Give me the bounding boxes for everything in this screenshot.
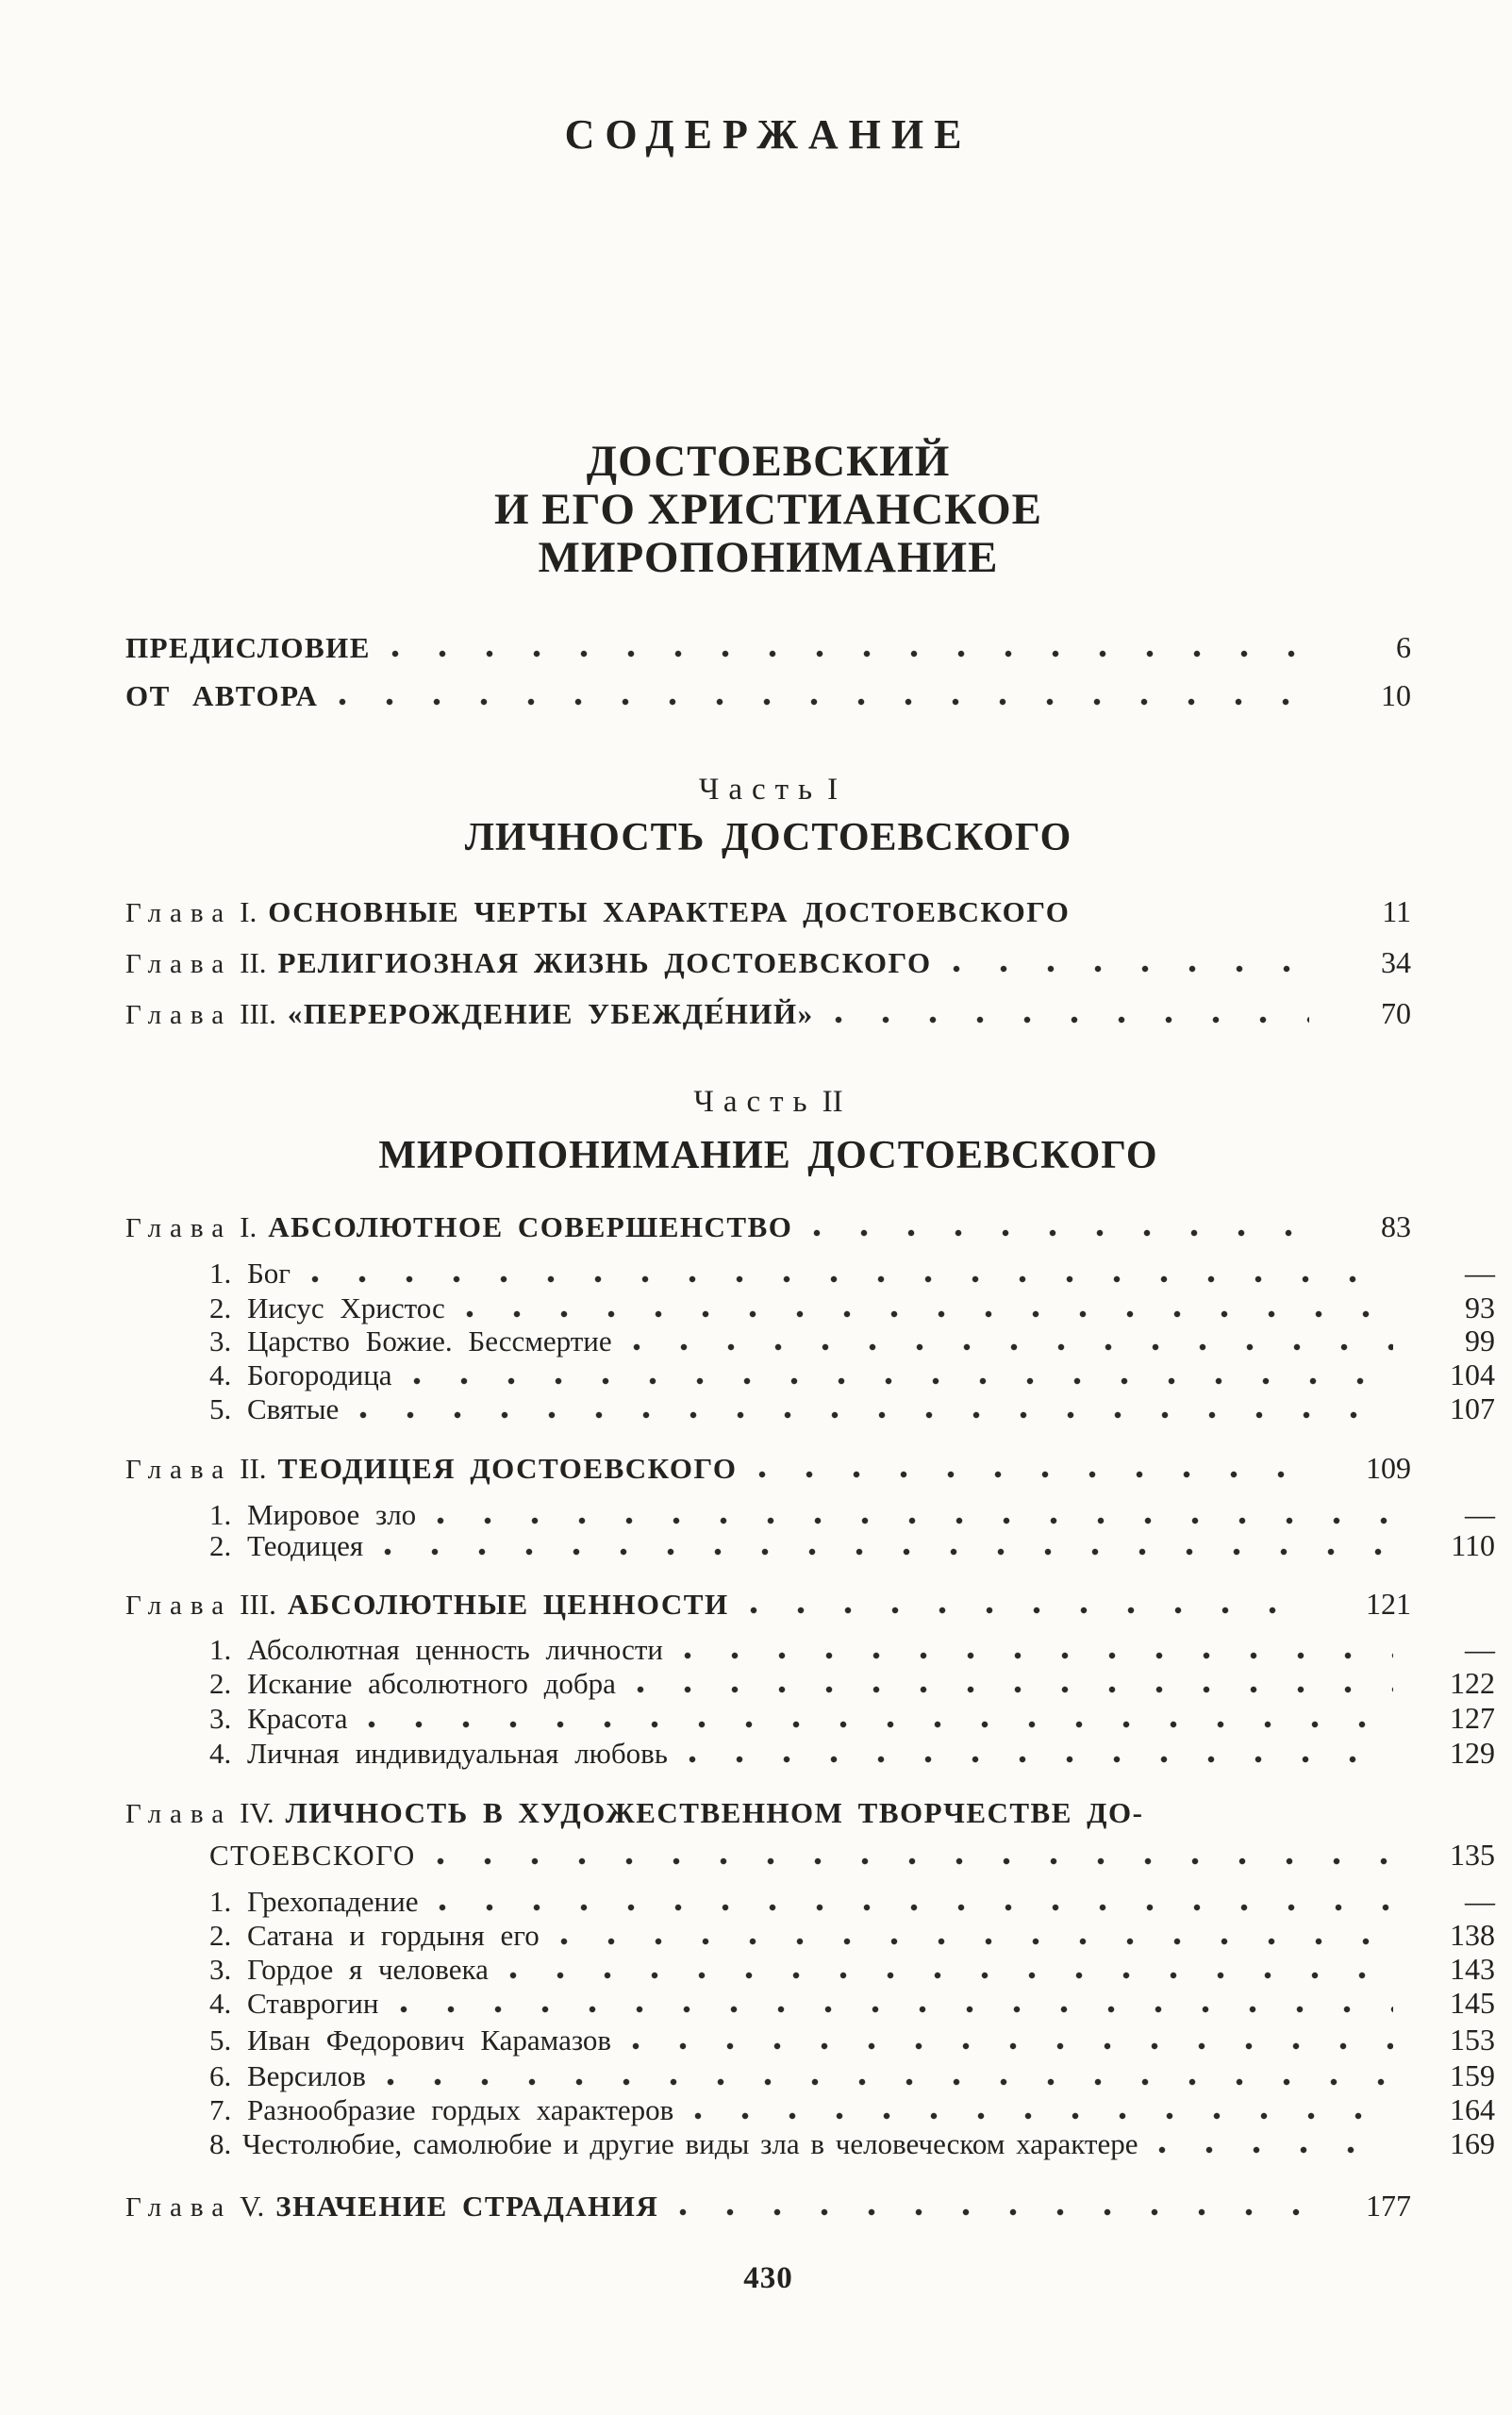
entry-page: — xyxy=(1465,1497,1495,1531)
entry-label: 3. Красота xyxy=(209,1702,348,1735)
part-word: Часть xyxy=(698,773,822,807)
book-title-line-2: И ЕГО ХРИСТИАНСКОЕ xyxy=(493,485,1042,534)
entry-label: 7. Разнообразие гордых характеров xyxy=(209,2093,674,2126)
dot-leader xyxy=(813,1229,1309,1237)
entry-label: 3. Царство Божие. Бессмертие xyxy=(209,1324,612,1357)
chapter-numeral: II. xyxy=(240,946,267,979)
toc-subentry xyxy=(125,1882,1495,1921)
part-number: I xyxy=(827,773,839,807)
entry-page: 121 xyxy=(1366,1587,1411,1621)
entry-label xyxy=(125,944,932,983)
part1-heading xyxy=(125,769,1411,810)
folio-page-number: 430 xyxy=(743,2261,793,2295)
entry-label xyxy=(125,1586,729,1624)
part1-subtitle: ЛИЧНОСТЬ ДОСТОЕВСКОГО xyxy=(464,816,1072,859)
toc-subentry xyxy=(125,1630,1495,1669)
toc-subentry xyxy=(125,1734,1495,1773)
entry-label: 4. Ставрогин xyxy=(209,1987,379,2020)
entry-page: 83 xyxy=(1381,1209,1411,1243)
book-title-line-3: МИРОПОНИМАНИЕ xyxy=(538,533,999,582)
dot-leader xyxy=(835,1016,1309,1024)
chapter-title: ТЕОДИЦЕЯ ДОСТОЕВСКОГО xyxy=(277,1452,738,1485)
book-title xyxy=(125,438,1411,582)
chapter-title: ЛИЧНОСТЬ В ХУДОЖЕСТВЕННОМ ТВОРЧЕСТВЕ ДО- xyxy=(285,1796,1144,1829)
dot-leader xyxy=(439,1904,1393,1911)
chapter-word: Глава xyxy=(125,2192,233,2223)
chapter-title-continuation: СТОЕВСКОГО xyxy=(209,1839,416,1872)
entry-label: 2. Иисус Христос xyxy=(209,1291,445,1324)
entry-page: 135 xyxy=(1450,1838,1495,1872)
dot-leader xyxy=(637,1686,1393,1693)
chapter-numeral: II. xyxy=(240,1452,267,1485)
entry-label: 2. Сатана и гордыня его xyxy=(209,1919,540,1952)
toc-subentry xyxy=(125,1356,1495,1394)
entry-page: 153 xyxy=(1450,2023,1495,2057)
toc-subentry xyxy=(125,2021,1495,2059)
toc-subentry xyxy=(125,1950,1495,1989)
toc-entry-p2-ch4-line2 xyxy=(125,1836,1495,1874)
toc-entry-p2-ch5 xyxy=(125,2187,1411,2226)
dot-leader xyxy=(466,1310,1393,1318)
chapter-numeral: I. xyxy=(240,1210,258,1243)
entry-page: — xyxy=(1465,1632,1495,1666)
chapter-word: Глава xyxy=(125,1213,233,1243)
dot-leader xyxy=(560,1938,1393,1945)
entry-page: 164 xyxy=(1450,2092,1495,2126)
toc-subentry xyxy=(125,2124,1495,2163)
dot-leader xyxy=(339,698,1309,706)
entry-page: 34 xyxy=(1381,945,1411,979)
dot-leader xyxy=(750,1607,1309,1614)
entry-page: — xyxy=(1465,1256,1495,1290)
chapter-word: Глава xyxy=(125,1000,233,1030)
entry-page: 159 xyxy=(1450,2058,1495,2092)
dot-leader xyxy=(679,2208,1309,2216)
chapter-title: АБСОЛЮТНОЕ СОВЕРШЕНСТВО xyxy=(268,1210,793,1243)
entry-label xyxy=(125,1208,792,1247)
dot-leader xyxy=(1158,2146,1393,2154)
chapter-word: Глава xyxy=(125,1455,233,1485)
entry-label: 8. Честолюбие, самолюбие и другие виды зла в человеческом характере xyxy=(209,2127,1138,2160)
entry-page: 93 xyxy=(1465,1291,1495,1324)
dot-leader xyxy=(437,1857,1393,1865)
entry-label xyxy=(125,995,814,1034)
toc-subentry xyxy=(125,1699,1495,1738)
dot-leader xyxy=(413,1377,1393,1385)
chapter-numeral: V. xyxy=(240,2190,265,2223)
toc-entry-p1-ch2 xyxy=(125,943,1411,983)
toc-entry-p2-ch1 xyxy=(125,1208,1411,1247)
chapter-numeral: IV. xyxy=(240,1796,274,1829)
dot-leader xyxy=(758,1471,1309,1478)
toc-subentry xyxy=(125,2090,1495,2129)
dot-leader xyxy=(387,2078,1393,2086)
toc-title: СОДЕРЖАНИЕ xyxy=(564,111,972,158)
dot-leader xyxy=(632,2042,1393,2050)
entry-label: 1. Бог xyxy=(209,1257,291,1290)
entry-page: 6 xyxy=(1396,630,1411,664)
chapter-title: «ПЕРЕРОЖДЕНИЕ УБЕЖДЕ́НИЙ» xyxy=(287,997,814,1030)
toc-entry-from-author xyxy=(125,676,1411,715)
part-number: II xyxy=(822,1085,843,1119)
entry-page: 129 xyxy=(1450,1736,1495,1770)
dot-leader xyxy=(694,2112,1393,2120)
toc-subentry xyxy=(125,1322,1495,1360)
toc-entry-p1-ch3 xyxy=(125,994,1411,1034)
entry-label: 1. Абсолютная ценность личности xyxy=(209,1633,663,1666)
entry-label xyxy=(125,1450,738,1489)
entry-label: 6. Версилов xyxy=(209,2059,366,2092)
entry-page: 145 xyxy=(1450,1986,1495,2020)
toc-subentry xyxy=(125,1916,1495,1955)
chapter-numeral: I. xyxy=(240,895,258,928)
entry-page: 10 xyxy=(1381,678,1411,712)
toc-subentry xyxy=(125,1526,1495,1565)
dot-leader xyxy=(400,2006,1394,2013)
chapter-title: ЗНАЧЕНИЕ СТРАДАНИЯ xyxy=(275,2190,659,2223)
dot-leader xyxy=(953,965,1309,973)
toc-subentry xyxy=(125,1664,1495,1703)
toc-subentry xyxy=(125,2057,1495,2095)
entry-label: 5. Святые xyxy=(209,1392,340,1425)
entry-label: 1. Мировое зло xyxy=(209,1498,417,1531)
toc-entry-p2-ch2 xyxy=(125,1449,1411,1489)
dot-leader xyxy=(437,1517,1393,1524)
entry-page: 104 xyxy=(1450,1357,1495,1391)
chapter-word: Глава xyxy=(125,1799,233,1829)
dot-leader xyxy=(684,1652,1393,1659)
chapter-numeral: III. xyxy=(240,1588,276,1621)
dot-leader xyxy=(391,650,1309,658)
entry-page: 70 xyxy=(1381,996,1411,1030)
part-word: Часть xyxy=(693,1085,817,1119)
toc-entry-preface xyxy=(125,628,1411,667)
dot-leader xyxy=(689,1756,1393,1763)
entry-page: — xyxy=(1465,1884,1495,1918)
entry-page: 127 xyxy=(1450,1701,1495,1735)
chapter-title: АБСОЛЮТНЫЕ ЦЕННОСТИ xyxy=(287,1588,729,1621)
dot-leader xyxy=(633,1343,1393,1351)
part2-subtitle: МИРОПОНИМАНИЕ ДОСТОЕВСКОГО xyxy=(378,1134,1158,1177)
chapter-word: Глава xyxy=(125,898,233,928)
book-title-line-1: ДОСТОЕВСКИЙ xyxy=(586,437,951,486)
chapter-word: Глава xyxy=(125,949,233,979)
entry-label xyxy=(125,1794,1143,1833)
entry-page: 99 xyxy=(1465,1324,1495,1357)
toc-entry-p2-ch3 xyxy=(125,1585,1411,1624)
entry-label: 5. Иван Федорович Карамазов xyxy=(209,2024,612,2057)
entry-label: 2. Теодицея xyxy=(209,1529,364,1562)
dot-leader xyxy=(359,1411,1393,1419)
entry-label: ПРЕДИСЛОВИЕ xyxy=(125,631,371,664)
toc-entry-p2-ch4-line1 xyxy=(125,1794,1411,1833)
entry-page: 11 xyxy=(1382,894,1411,928)
entry-label xyxy=(125,2188,658,2226)
entry-label: 3. Гордое я человека xyxy=(209,1953,489,1986)
entry-label xyxy=(125,893,1070,932)
toc-subentry xyxy=(125,1254,1495,1292)
entry-page: 177 xyxy=(1366,2189,1411,2223)
dot-leader xyxy=(384,1548,1393,1556)
entry-page: 143 xyxy=(1450,1952,1495,1986)
entry-label: 4. Богородица xyxy=(209,1358,392,1391)
entry-page: 138 xyxy=(1450,1918,1495,1952)
entry-page: 169 xyxy=(1450,2126,1495,2160)
chapter-title: ОСНОВНЫЕ ЧЕРТЫ ХАРАКТЕРА ДОСТОЕВСКОГО xyxy=(268,895,1071,928)
entry-label: ОТ АВТОРА xyxy=(125,679,319,712)
entry-page: 109 xyxy=(1366,1451,1411,1485)
toc-entry-p1-ch1 xyxy=(125,892,1411,932)
entry-page: 107 xyxy=(1450,1391,1495,1425)
dot-leader xyxy=(311,1275,1393,1283)
entry-label: 4. Личная индивидуальная любовь xyxy=(209,1737,668,1770)
dot-leader xyxy=(509,1972,1393,1979)
chapter-title: РЕЛИГИОЗНАЯ ЖИЗНЬ ДОСТОЕВСКОГО xyxy=(277,946,932,979)
part2-heading xyxy=(125,1081,1411,1123)
chapter-word: Глава xyxy=(125,1591,233,1621)
toc-subentry xyxy=(125,1984,1495,2023)
entry-label: 2. Искание абсолютного добра xyxy=(209,1667,616,1700)
toc-subentry xyxy=(125,1390,1495,1428)
dot-leader xyxy=(368,1721,1393,1728)
entry-page: 122 xyxy=(1450,1666,1495,1700)
chapter-numeral: III. xyxy=(240,997,276,1030)
entry-label: 1. Грехопадение xyxy=(209,1885,419,1918)
entry-page: 110 xyxy=(1451,1528,1495,1562)
